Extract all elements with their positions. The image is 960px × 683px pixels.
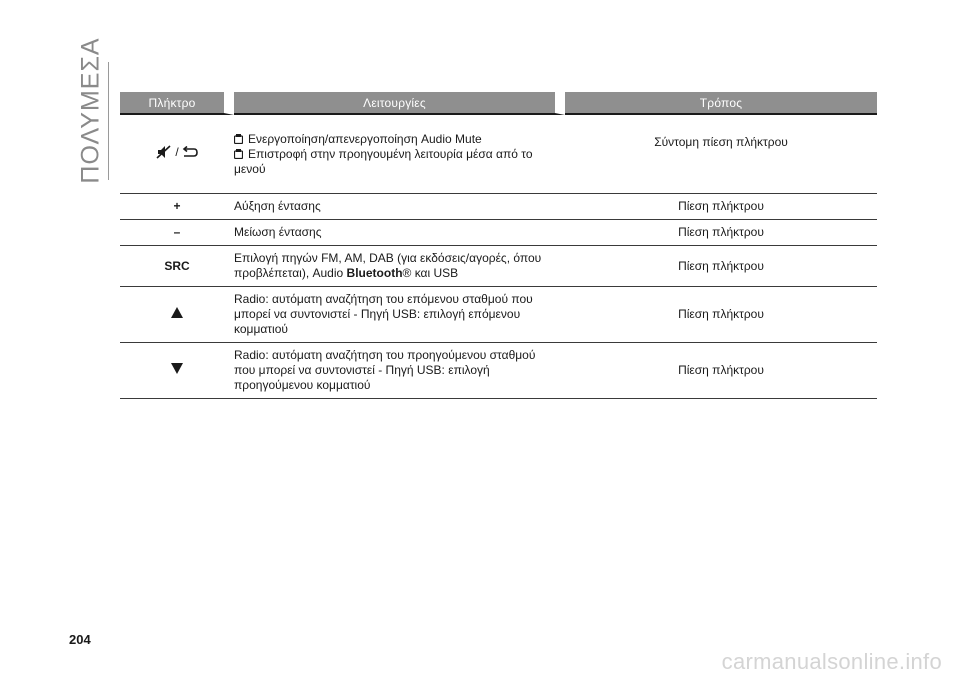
header-functions: Λειτουργίες <box>234 92 565 115</box>
function-line: μενού <box>234 161 266 176</box>
table-row <box>120 194 877 220</box>
key-separator: / <box>175 144 179 159</box>
key-cell: – <box>120 220 234 246</box>
table-row <box>120 343 877 399</box>
table-row <box>120 287 877 343</box>
function-line: μπορεί να συντονιστεί - Πηγή USB: επιλογή επόμενου <box>234 307 521 321</box>
mode-cell: Σύντομη πίεση πλήκτρου <box>565 115 877 194</box>
function-line: κομματιού <box>234 322 288 336</box>
function-line: Επιλογή πηγών FM, AM, DAB (για εκδόσεις/αγορές, όπου <box>234 251 542 265</box>
table-row <box>120 246 877 287</box>
table-header-row <box>120 92 877 115</box>
table-row <box>120 115 877 194</box>
function-cell: Μείωση έντασης <box>234 220 565 246</box>
phone-key-icon <box>234 134 243 144</box>
section-divider <box>108 62 109 180</box>
key-cell: SRC <box>120 246 234 287</box>
phone-key-icon <box>234 149 243 159</box>
function-line: Radio: αυτόματη αναζήτηση του προηγούμενου σταθμού <box>234 348 536 362</box>
function-cell <box>234 115 565 194</box>
mute-icon <box>156 145 172 159</box>
mode-cell: Πίεση πλήκτρου <box>565 220 877 246</box>
key-cell: + <box>120 194 234 220</box>
triangle-down-icon <box>171 363 183 374</box>
triangle-up-icon <box>171 307 183 318</box>
header-mode: Τρόπος <box>565 92 877 115</box>
section-title-text: ΠΟΛΥΜΕΣΑ <box>76 36 105 184</box>
key-cell <box>120 115 234 194</box>
return-icon <box>182 146 198 158</box>
header-key: Πλήκτρο <box>120 92 234 115</box>
function-line: προηγούμενου κομματιού <box>234 378 371 392</box>
key-cell <box>120 287 234 343</box>
function-line: προβλέπεται), Audio Bluetooth® και USB <box>234 266 459 280</box>
function-line: Radio: αυτόματη αναζήτηση του επόμενου σταθμού που <box>234 292 533 306</box>
table-row <box>120 220 877 246</box>
watermark: carmanualsonline.info <box>721 649 942 674</box>
mode-cell: Πίεση πλήκτρου <box>565 287 877 343</box>
bluetooth-label: Bluetooth <box>346 266 403 280</box>
key-cell <box>120 343 234 399</box>
mode-cell: Πίεση πλήκτρου <box>565 246 877 287</box>
function-cell: Αύξηση έντασης <box>234 194 565 220</box>
function-cell <box>234 246 565 287</box>
controls-table <box>120 92 877 399</box>
function-cell <box>234 287 565 343</box>
function-cell <box>234 343 565 399</box>
mode-cell: Πίεση πλήκτρου <box>565 343 877 399</box>
function-line: που μπορεί να συντονιστεί - Πηγή USB: επιλογή <box>234 363 490 377</box>
mode-cell: Πίεση πλήκτρου <box>565 194 877 220</box>
function-line: Ενεργοποίηση/απενεργοποίηση Audio Mute <box>234 132 565 147</box>
section-title <box>76 36 106 184</box>
page-number: 204 <box>69 632 91 647</box>
function-line: Επιστροφή στην προηγουμένη λειτουρία μέσα από το <box>234 147 565 162</box>
